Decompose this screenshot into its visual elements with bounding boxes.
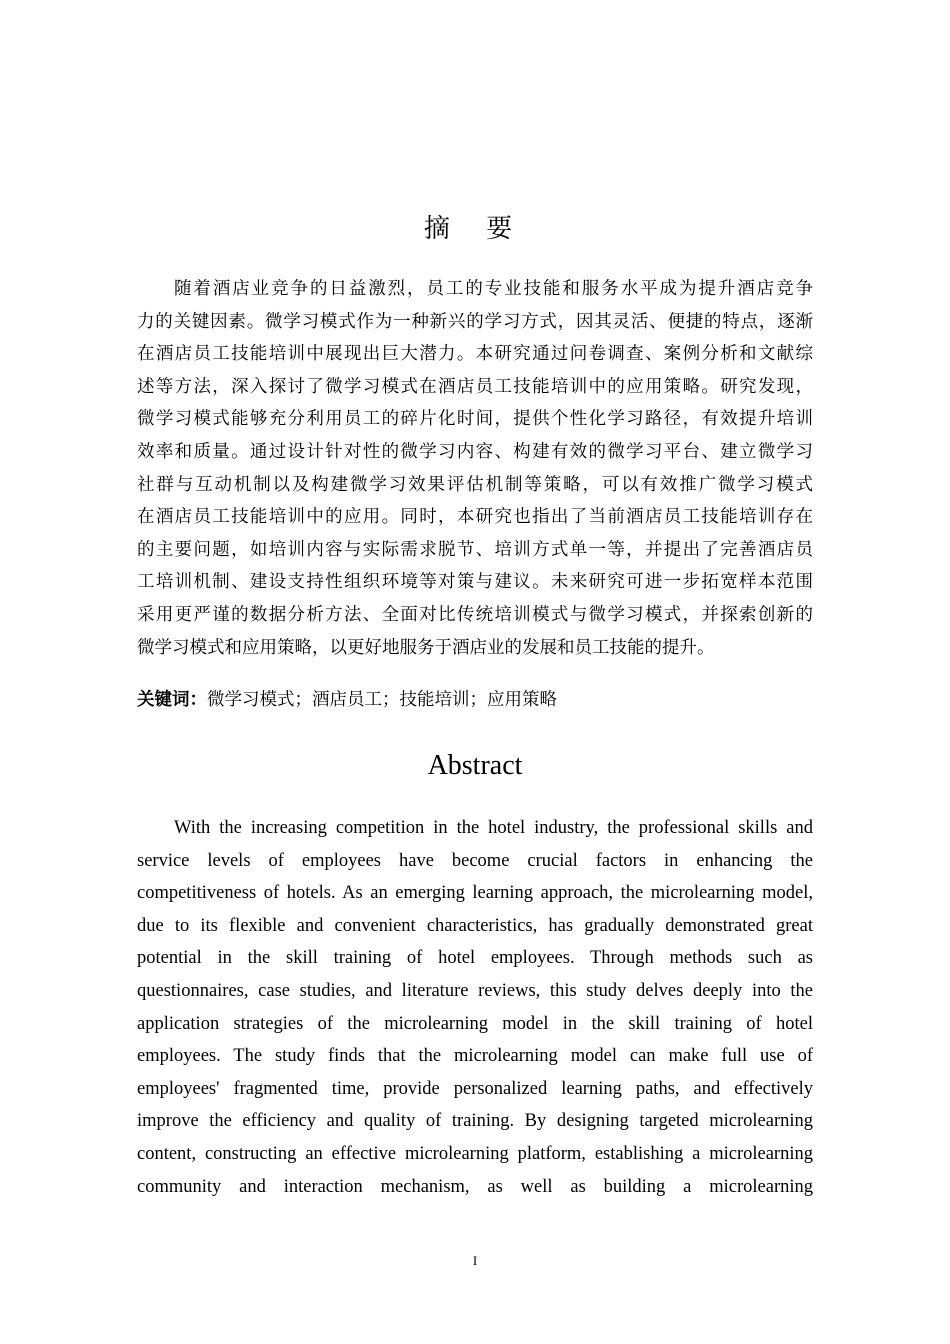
abstract-en-title: Abstract (427, 750, 523, 781)
paragraph-line: service levels of employees have become crucial factors in enhancing the (137, 850, 813, 871)
abstract-cn-title: 摘 要 (423, 214, 527, 244)
paragraph-line: With the increasing competition in the hotel industry, the professional skills and (174, 818, 813, 838)
paragraph-line: potential in the skill training of hotel employees. Through methods such as (137, 948, 813, 969)
paragraph-line: 工培训机制、建设支持性组织环境等对策与建议。未来研究可进一步拓宽样本范围 (137, 572, 813, 593)
paragraph-line: questionnaires, case studies, and literature reviews, this study delves deeply into the (137, 980, 813, 1001)
abstract-en-body (137, 812, 813, 1203)
paragraph-line: employees' fragmented time, provide personalized learning paths, and effectively (137, 1078, 813, 1099)
abstract-cn-body (137, 273, 813, 664)
paragraph-line: 微学习模式能够充分利用员工的碎片化时间，提供个性化学习路径，有效提升培训 (137, 409, 813, 430)
paragraph-line: 采用更严谨的数据分析方法、全面对比传统培训模式与微学习模式，并探索创新的 (137, 604, 813, 625)
paragraph-line: 在酒店员工技能培训中展现出巨大潜力。本研究通过问卷调查、案例分析和文献综 (137, 344, 813, 365)
paragraph-line: 微学习模式和应用策略，以更好地服务于酒店业的发展和员工技能的提升。 (137, 637, 715, 658)
keywords (137, 686, 557, 711)
paragraph-line: 随着酒店业竞争的日益激烈，员工的专业技能和服务水平成为提升酒店竞争 (174, 279, 813, 299)
page-number: I (472, 1253, 478, 1268)
paragraph-line: 效率和质量。通过设计针对性的微学习内容、构建有效的微学习平台、建立微学习 (137, 441, 813, 462)
paragraph-line: community and interaction mechanism, as well as building a microlearning (137, 1176, 813, 1197)
paragraph-line: 述等方法，深入探讨了微学习模式在酒店员工技能培训中的应用策略。研究发现， (137, 376, 813, 397)
paragraph-line: application strategies of the microlearning model in the skill training of hotel (137, 1013, 813, 1034)
paragraph-line: content, constructing an effective microlearning platform, establishing a microlearning (137, 1143, 813, 1164)
paragraph-line: 社群与互动机制以及构建微学习效果评估机制等策略，可以有效推广微学习模式 (137, 474, 813, 495)
paragraph-line: 在酒店员工技能培训中的应用。同时，本研究也指出了当前酒店员工技能培训存在 (137, 507, 813, 528)
paragraph-line: improve the efficiency and quality of training. By designing targeted microlearning (137, 1111, 813, 1132)
paragraph-line: competitiveness of hotels. As an emerging learning approach, the microlearning model, (137, 883, 813, 904)
paragraph-line: employees. The study finds that the microlearning model can make full use of (137, 1046, 813, 1067)
paragraph-line: due to its flexible and convenient characteristics, has gradually demonstrated great (137, 915, 813, 936)
keywords-label: 关键词： (137, 690, 207, 710)
paragraph-line: 的主要问题，如培训内容与实际需求脱节、培训方式单一等，并提出了完善酒店员 (137, 539, 813, 560)
keywords-value: 微学习模式；酒店员工；技能培训；应用策略 (207, 690, 557, 710)
paragraph-line: 力的关键因素。微学习模式作为一种新兴的学习方式，因其灵活、便捷的特点，逐渐 (137, 311, 813, 332)
